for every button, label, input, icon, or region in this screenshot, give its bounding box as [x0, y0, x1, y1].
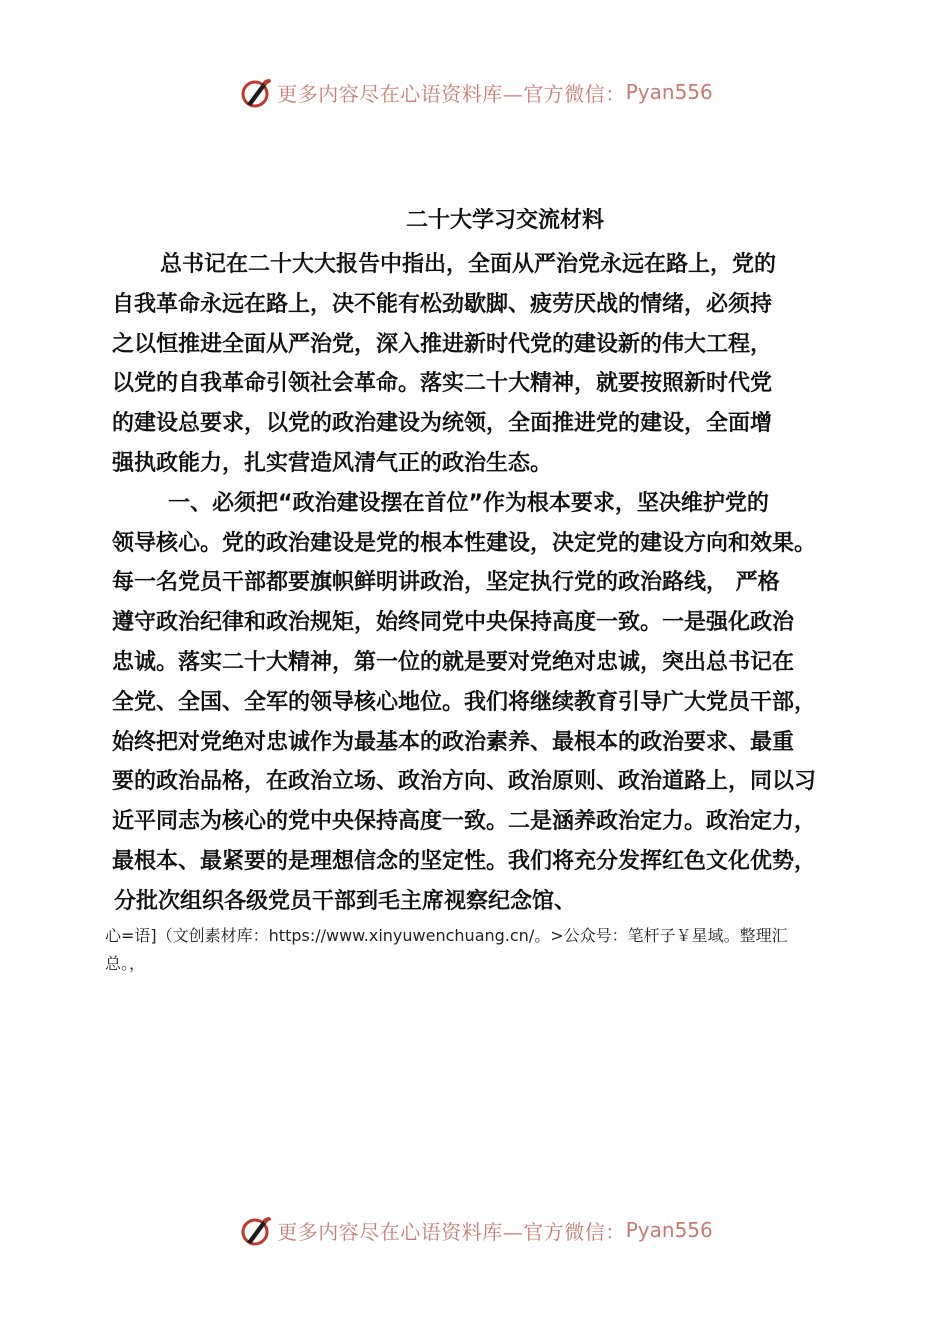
watermark-text: 更多内容尽在心语资料库—官方微信： [277, 81, 626, 106]
body-line: 以党的自我革命引领社会革命。落实二十大精神，就要按照新时代党 [112, 371, 773, 397]
body-line: 要的政治品格，在政治立场、政治方向、政治原则、政治道路上，同以习 [112, 769, 817, 795]
body-line: 之以恒推进全面从严治党，深入推进新时代党的建设新的伟大工程， [112, 331, 773, 357]
body-line: 自我革命永远在路上，决不能有松劲歇脚、疲劳厌战的情绪，必须持 [112, 291, 773, 317]
body-line: 忠诚。落实二十大精神，第一位的就是要对党绝对忠诚，突出总书记在 [112, 649, 795, 675]
body-line: 遵守政治纪律和政治规矩，始终同党中央保持高度一致。一是强化政治 [112, 610, 795, 636]
body-line: 总书记在二十大大报告中指出，全面从严治党永远在路上，党的 [160, 252, 777, 277]
body-line: 始终把对党绝对忠诚作为最基本的政治素养、最根本的政治要求、最重 [112, 729, 795, 755]
footer-watermark [0, 1210, 950, 1250]
body-line: 近平同志为核心的党中央保持高度一致。二是涵养政治定力。政治定力， [112, 809, 817, 835]
body-line: 每一名党员干部都要旗帜鲜明讲政治，坚定执行党的政治路线， 严格 [112, 570, 780, 596]
body-line: 全党、全国、全军的领导核心地位。我们将继续教育引导广大党员干部， [112, 689, 817, 715]
body-line: 最根本、最紧要的是理想信念的坚定性。我们将充分发挥红色文化优势， [112, 848, 817, 874]
body-line: 强执政能力，扎实营造风清气正的政治生态。 [112, 450, 553, 476]
quill-pen-logo-icon [237, 74, 273, 110]
body-line: 的建设总要求，以党的政治建设为统领，全面推进党的建设，全面增 [112, 411, 773, 437]
body-line: 一、必须把“政治建设摆在首位”作为根本要求，坚决维护党的 [168, 490, 769, 516]
watermark-text: 更多内容尽在心语资料库—官方微信： [277, 1219, 626, 1244]
watermark-id: Pyan556 [625, 1218, 713, 1242]
quill-pen-logo-icon [237, 1212, 273, 1248]
watermark-id: Pyan556 [625, 80, 713, 104]
body-line: 领导核心。党的政治建设是党的根本性建设，决定党的建设方向和效果。 [112, 530, 817, 556]
document-title: 二十大学习交流材料 [405, 208, 604, 233]
source-note [105, 922, 865, 978]
body-line: 分批次组织各级党员干部到毛主席视察纪念馆、 [114, 888, 577, 914]
document-body [112, 245, 872, 922]
note-line: 总。， [105, 954, 146, 973]
note-line: 心=语]（文创素材库：https://www.xinyuwenchuang.cn/。>公众号：笔杆子￥星域。整理汇 [105, 926, 788, 945]
header-watermark [0, 72, 950, 112]
